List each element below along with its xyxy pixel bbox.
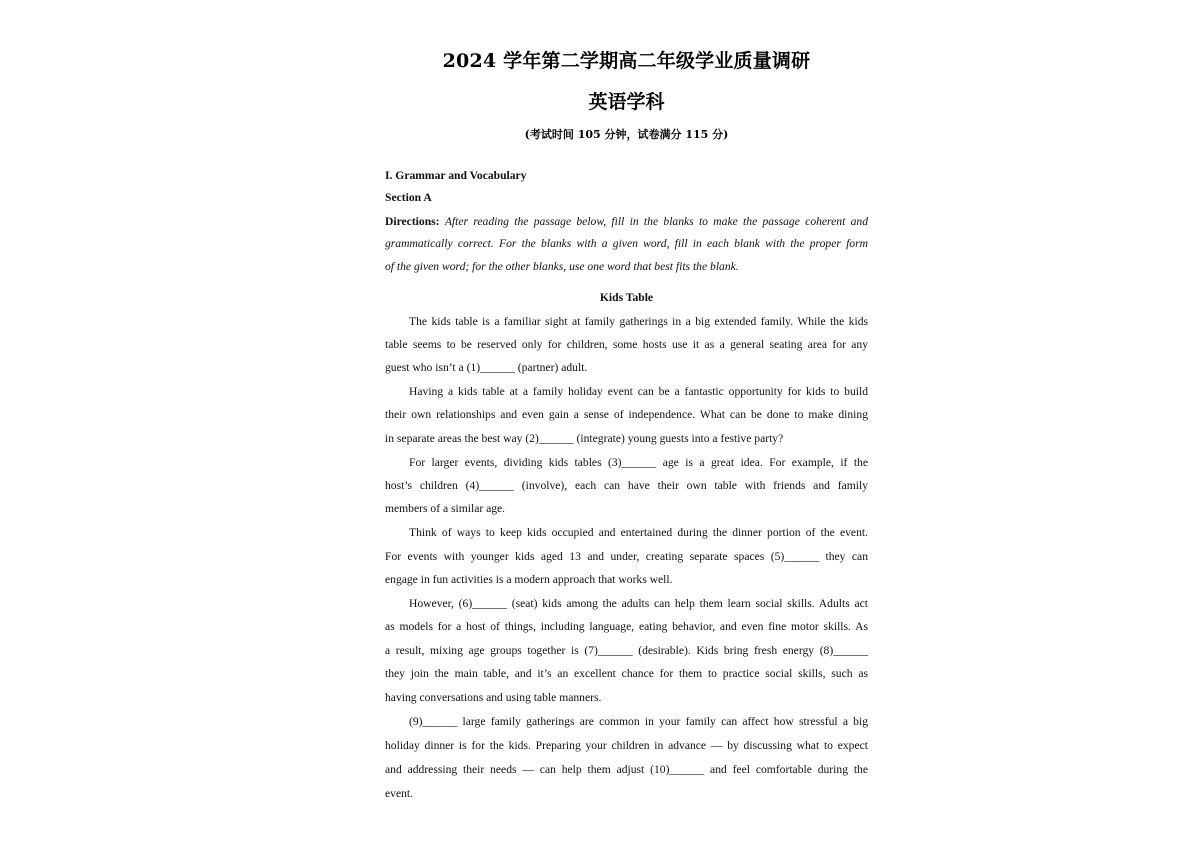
exam-subject: 英语学科: [588, 91, 665, 113]
passage-line: For events with younger kids aged 13 and under, creating separate spaces (5)______ they can: [385, 550, 868, 563]
passage-line: holiday dinner is for the kids. Preparing your children in advance — by discussing what to expect: [385, 739, 868, 752]
passage-line: in separate areas the best way (2)______ (integrate) young guests into a festive party?: [385, 432, 784, 445]
passage-line: as models for a host of things, including language, eating behavior, and even fine motor skills. As: [385, 620, 868, 633]
passage-line: a result, mixing age groups together is (7)______ (desirable). Kids bring fresh energy (8)______: [385, 644, 868, 657]
part-heading: I. Grammar and Vocabulary: [385, 169, 527, 182]
directions-label: Directions:: [385, 215, 440, 228]
passage-line: The kids table is a familiar sight at family gatherings in a big extended family. While the kids: [409, 315, 868, 328]
directions-line: grammatically correct. For the blanks with a given word, fill in each blank with the proper form: [385, 237, 868, 250]
directions-line: of the given word; for the other blanks, use one word that best fits the blank.: [385, 260, 739, 273]
passage-line: they join the main table, and it’s an excellent chance for them to practice social skills, such as: [385, 667, 868, 680]
passage-line: table seems to be reserved only for children, some hosts use it as a general seating area for any: [385, 338, 868, 351]
passage-title: Kids Table: [599, 291, 654, 304]
passage-line: having conversations and using table manners.: [385, 691, 602, 704]
passage-line: event.: [385, 787, 414, 800]
passage-line: Having a kids table at a family holiday event can be a fantastic opportunity for kids to build: [409, 385, 868, 398]
passage-line: Think of ways to keep kids occupied and entertained during the dinner portion of the event.: [409, 526, 868, 539]
passage-line: However, (6)______ (seat) kids among the adults can help them learn social skills. Adults act: [409, 597, 868, 610]
passage-line: engage in fun activities is a modern approach that works well.: [385, 573, 673, 586]
passage-line: For larger events, dividing kids tables (3)______ age is a great idea. For example, if the: [409, 456, 868, 469]
passage-line: their own relationships and even gain a sense of independence. What can be done to make dining: [385, 408, 868, 421]
passage-line: members of a similar age.: [385, 502, 506, 515]
passage-line: (9)______ large family gatherings are common in your family can affect how stressful a big: [409, 715, 868, 728]
directions-line: [385, 211, 868, 233]
passage-line: guest who isn’t a (1)______ (partner) adult.: [385, 361, 588, 374]
exam-note: (考试时间 105 分钟，试卷满分 115 分): [524, 128, 729, 141]
passage-line: and addressing their needs — can help them adjust (10)______ and feel comfortable during the: [385, 763, 868, 776]
passage-line: host’s children (4)______ (involve), each can have their own table with friends and family: [385, 479, 868, 492]
section-heading: Section A: [385, 191, 432, 204]
directions-text: After reading the passage below, fill in the blanks to make the passage coherent and: [444, 215, 868, 228]
exam-title: 2024 学年第二学期高二年级学业质量调研: [442, 50, 811, 72]
